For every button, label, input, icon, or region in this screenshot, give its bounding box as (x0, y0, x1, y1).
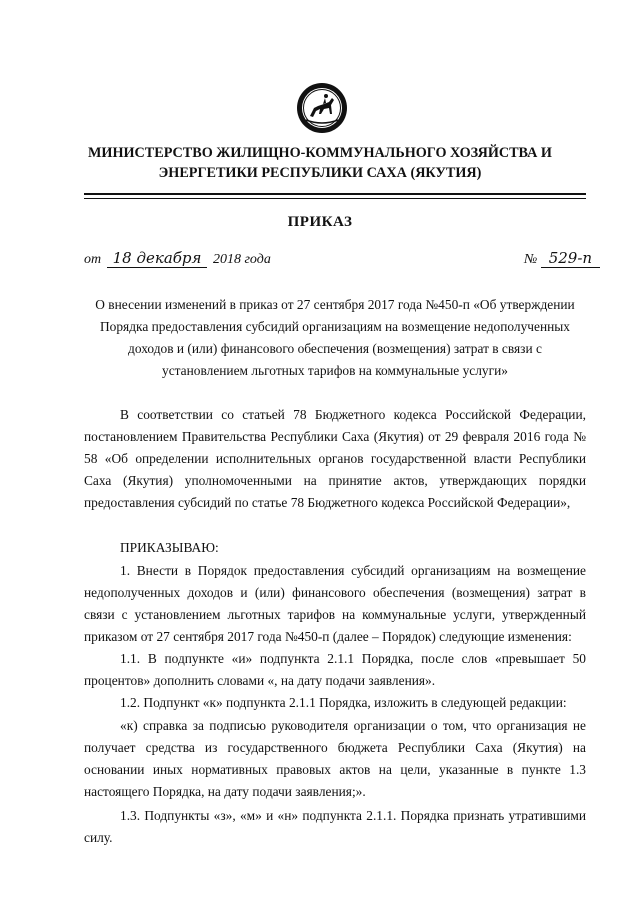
ministry-name-line1: МИНИСТЕРСТВО ЖИЛИЩНО-КОММУНАЛЬНОГО ХОЗЯЙСТВА И (88, 145, 552, 161)
number-handwritten: 529-п (541, 249, 600, 268)
header-rule-thin (84, 198, 586, 199)
item-1-2-quote: «к) справка за подписью руководителя организации о том, что организация не получает средства из государственного бюджета Республики Саха (Якутия) на основании иных нормативных правовых актов на цели, указанные в пункте 1.3 настоящего Порядка, на дату подачи заявления;». (84, 718, 586, 799)
header-rule-thick (84, 193, 586, 195)
item-1-1: 1.1. В подпункте «и» подпункта 2.1.1 Порядка, после слов «превышает 50 процентов» дополнить словами «, на дату подачи заявления». (84, 651, 586, 688)
document-type: ПРИКАЗ (287, 214, 353, 230)
date-handwritten: 18 декабря (107, 249, 208, 268)
ministry-name-line2: ЭНЕРГЕТИКИ РЕСПУБЛИКИ САХА (ЯКУТИЯ) (158, 165, 482, 181)
order-word: ПРИКАЗЫВАЮ: (120, 540, 219, 555)
date-suffix: 2018 года (212, 252, 271, 267)
document-number (524, 249, 600, 268)
item-1-2: 1.2. Подпункт «к» подпункта 2.1.1 Порядка, изложить в следующей редакции: (120, 695, 567, 710)
item-1-3: 1.3. Подпункты «з», «м» и «н» подпункта 2.1.1. Порядка признать утратившими силу. (84, 808, 586, 845)
coat-of-arms-icon (296, 82, 348, 134)
document-subject: О внесении изменений в приказ от 27 сентября 2017 года №450-п «Об утверждении Порядка предоставления субсидий организациям на возмещение недополученных доходов и (или) финансового обеспечения (возмещения) затрат в связи с установлением льготных тарифов на коммунальные услуги» (95, 297, 575, 378)
document-date (84, 249, 271, 268)
date-prefix: от (84, 252, 102, 267)
number-prefix: № (524, 252, 538, 267)
item-1: 1. Внести в Порядок предоставления субсидий организациям на возмещение недополученных доходов и (или) финансового обеспечения (возмещения) затрат в связи с установлением льготных тарифов на коммунальные услуги, утвержденный приказом от 27 сентября 2017 года №450-п (далее – Порядок) следующие изменения: (84, 563, 586, 644)
preamble-paragraph: В соответствии со статьей 78 Бюджетного кодекса Российской Федерации, постановлением Правительства Республики Саха (Якутия) от 29 февраля 2016 года № 58 «Об определении исполнительных органов государственной власти Республики Саха (Якутия) уполномоченными на принятие актов, утверждающих порядки предоставления субсидий по статье 78 Бюджетного кодекса Российской Федерации», (84, 407, 586, 510)
